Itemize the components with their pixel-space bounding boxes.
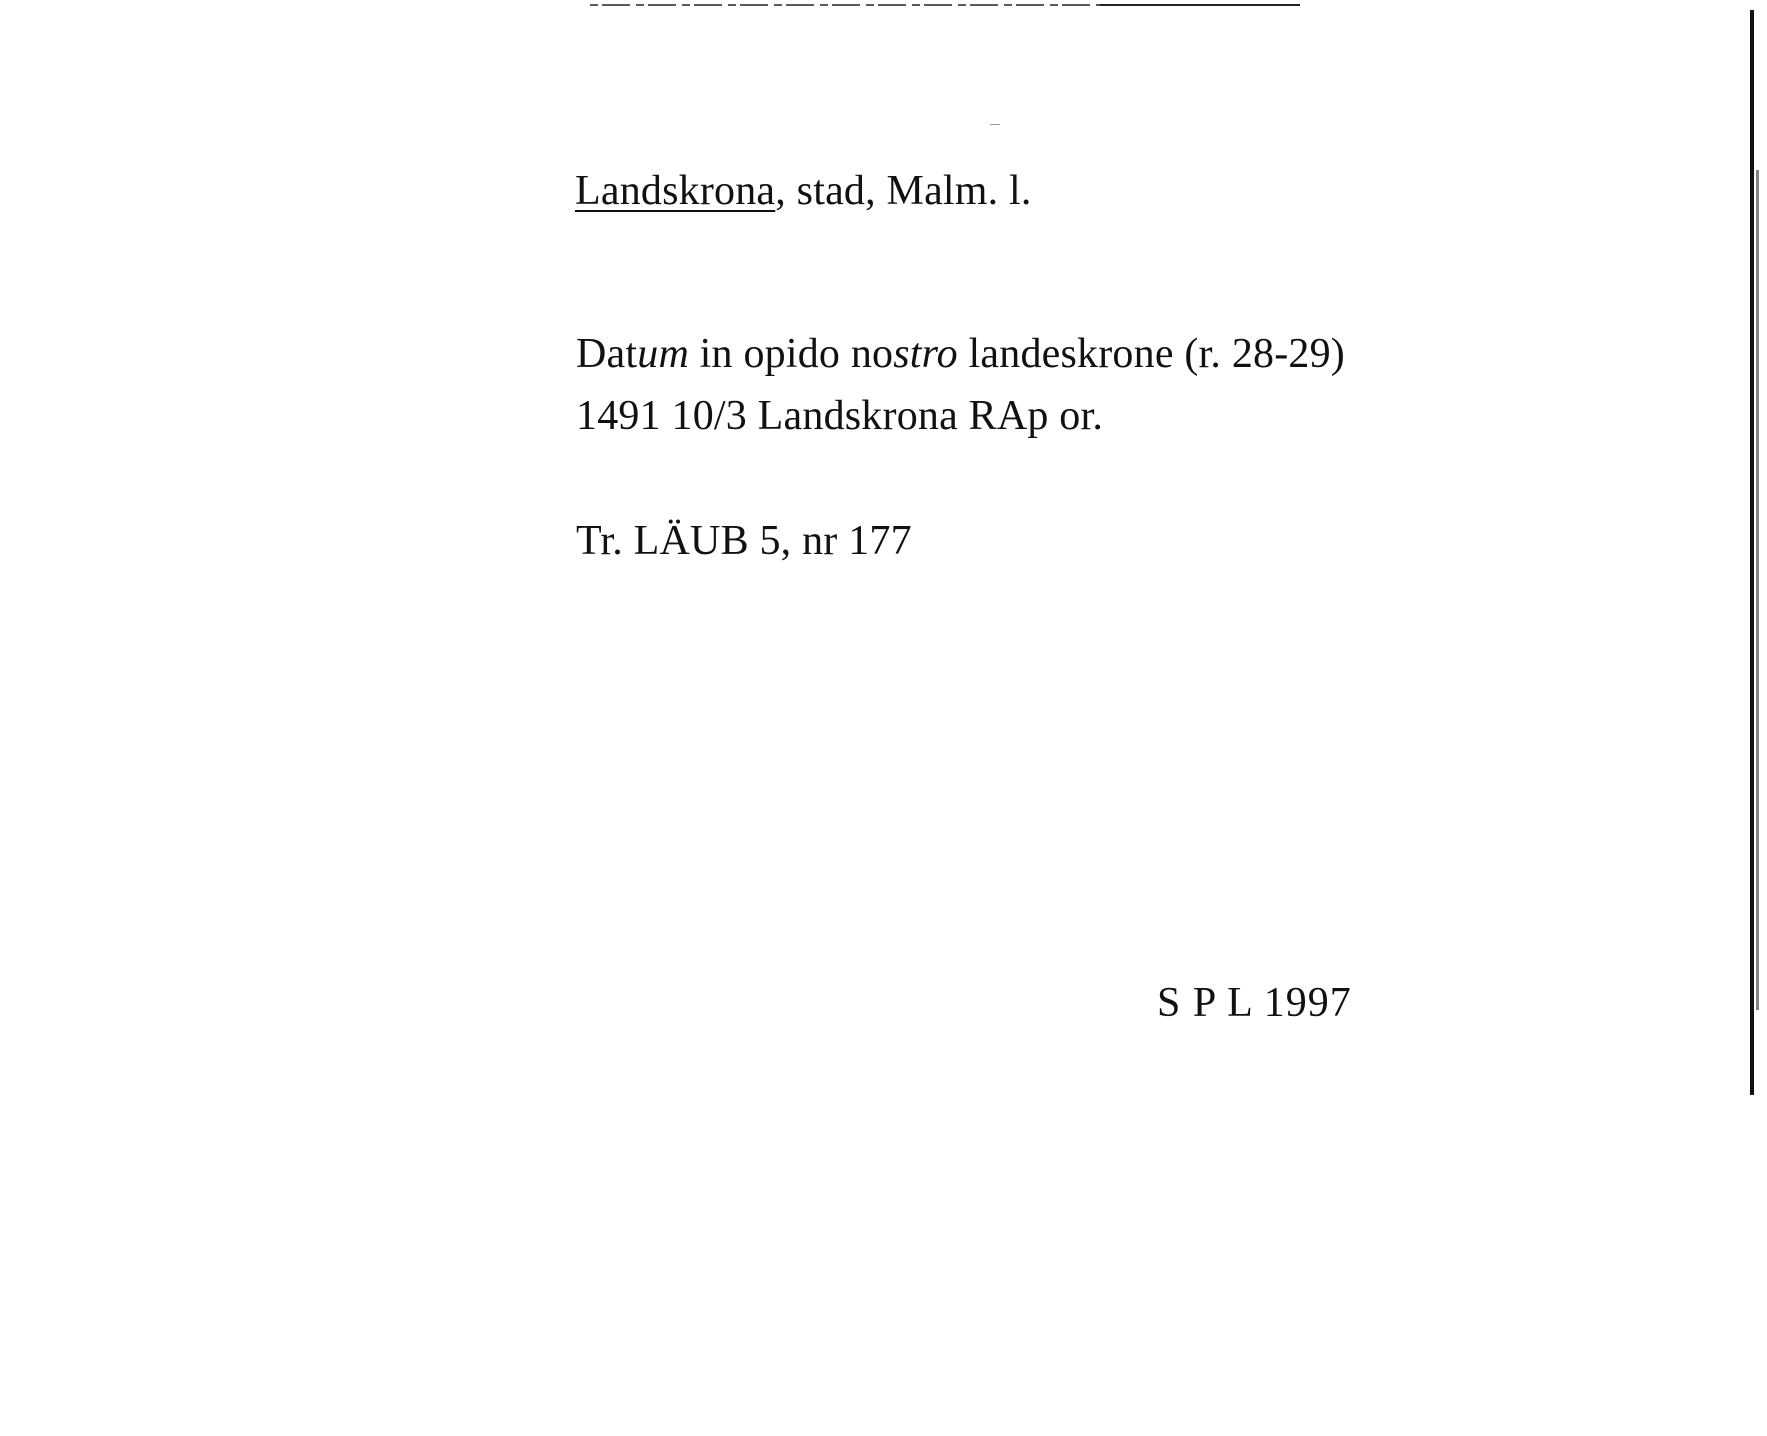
scan-edge-right <box>1750 10 1754 1095</box>
citation-part: in opido no <box>688 331 894 377</box>
scan-edge-top-line <box>1100 4 1300 6</box>
place-details: , stad, Malm. l. <box>775 168 1032 214</box>
signature: S P L 1997 <box>1157 980 1352 1026</box>
citation-italic-part: um <box>637 331 689 377</box>
place-name: Landskrona <box>575 168 776 214</box>
citation-line-2: 1491 10/3 Landskrona RAp or. <box>576 393 1104 439</box>
card-heading <box>575 170 1032 212</box>
citation-part: Dat <box>576 331 638 377</box>
citation-part: landeskrone (r. 28-29) <box>957 331 1345 377</box>
citation-italic-part: stro <box>893 331 958 377</box>
transcription-reference: Tr. LÄUB 5, nr 177 <box>576 518 912 564</box>
citation-line-1 <box>576 333 1345 375</box>
scan-speck <box>990 124 1000 125</box>
